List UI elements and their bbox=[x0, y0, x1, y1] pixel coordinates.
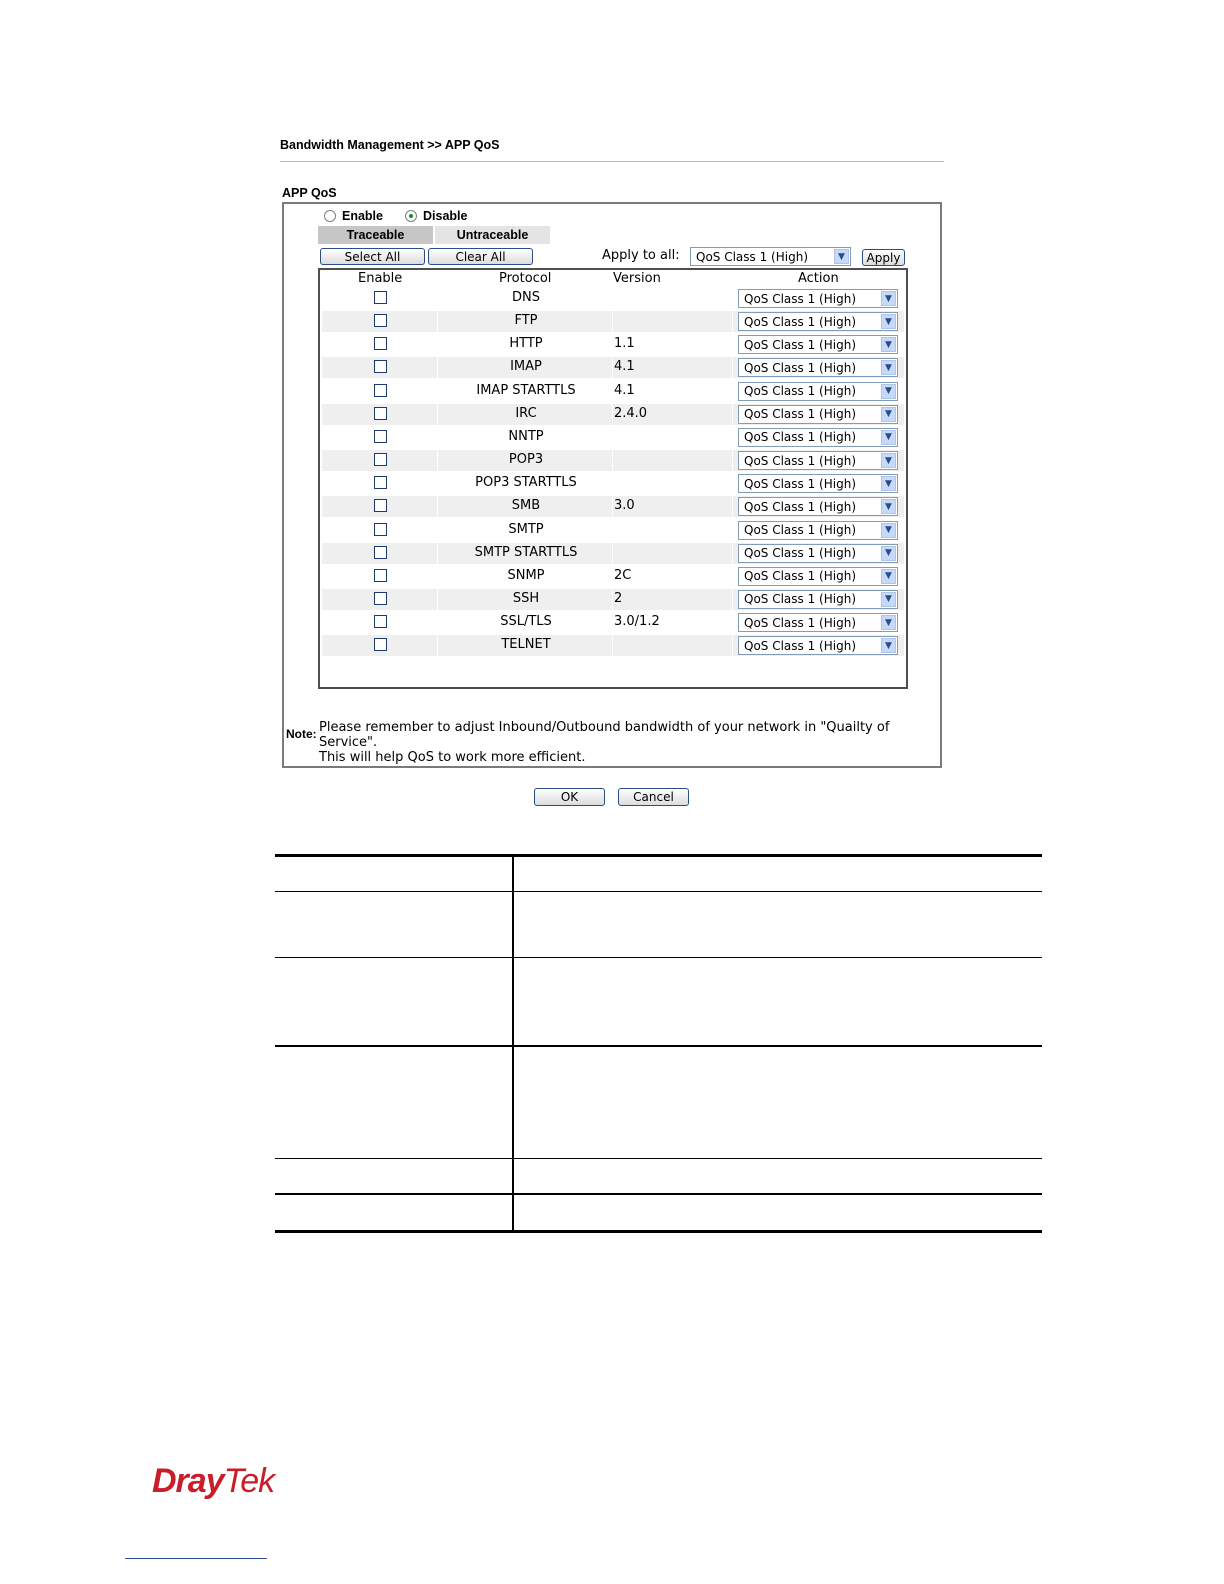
enable-radio[interactable] bbox=[324, 210, 336, 222]
row-action-select[interactable] bbox=[738, 289, 898, 308]
table-row bbox=[322, 288, 904, 309]
desc-table-column-divider bbox=[512, 856, 514, 1231]
row-action-value: QoS Class 1 (High) bbox=[744, 384, 856, 399]
row-enable-checkbox[interactable] bbox=[374, 546, 387, 559]
row-enable-checkbox[interactable] bbox=[374, 453, 387, 466]
chevron-down-icon: ▼ bbox=[881, 569, 896, 584]
row-protocol: IRC bbox=[515, 405, 537, 421]
header-enable: Enable bbox=[358, 271, 403, 286]
row-action-value: QoS Class 1 (High) bbox=[744, 314, 856, 329]
header-protocol: Protocol bbox=[499, 271, 552, 286]
row-enable-checkbox[interactable] bbox=[374, 407, 387, 420]
row-enable-checkbox[interactable] bbox=[374, 314, 387, 327]
row-enable-checkbox[interactable] bbox=[374, 615, 387, 628]
row-protocol: HTTP bbox=[509, 336, 543, 352]
apply-to-all-select[interactable] bbox=[690, 247, 851, 266]
row-protocol: SSL/TLS bbox=[500, 614, 552, 630]
row-action-value: QoS Class 1 (High) bbox=[744, 337, 856, 352]
footer-rule bbox=[125, 1558, 267, 1559]
row-action-select[interactable] bbox=[738, 335, 898, 354]
chevron-down-icon: ▼ bbox=[881, 499, 896, 514]
chevron-down-icon: ▼ bbox=[881, 523, 896, 538]
cancel-button[interactable]: Cancel bbox=[618, 788, 689, 806]
chevron-down-icon: ▼ bbox=[881, 430, 896, 445]
table-row bbox=[322, 357, 904, 378]
row-version: 3.0/1.2 bbox=[614, 614, 660, 630]
row-action-select[interactable] bbox=[738, 613, 898, 632]
row-version: 4.1 bbox=[614, 359, 635, 375]
chevron-down-icon: ▼ bbox=[881, 546, 896, 561]
table-row bbox=[322, 381, 904, 402]
desc-table-row-divider bbox=[275, 1193, 1042, 1195]
row-enable-checkbox[interactable] bbox=[374, 291, 387, 304]
row-enable-checkbox[interactable] bbox=[374, 523, 387, 536]
select-all-button[interactable]: Select All bbox=[320, 248, 425, 265]
table-row bbox=[322, 404, 904, 425]
table-row bbox=[322, 520, 904, 541]
desc-table-row-divider bbox=[275, 1045, 1042, 1047]
desc-table-row-divider bbox=[275, 891, 1042, 892]
row-action-value: QoS Class 1 (High) bbox=[744, 407, 856, 422]
row-protocol: NNTP bbox=[508, 428, 544, 444]
tab-untraceable[interactable]: Untraceable bbox=[435, 226, 550, 244]
row-enable-checkbox[interactable] bbox=[374, 499, 387, 512]
row-enable-checkbox[interactable] bbox=[374, 337, 387, 350]
apply-button[interactable]: Apply bbox=[862, 249, 905, 266]
row-version: 2 bbox=[614, 590, 623, 606]
clear-all-button[interactable]: Clear All bbox=[428, 248, 533, 265]
table-row bbox=[322, 612, 904, 633]
note-line-2: This will help QoS to work more efficient. bbox=[319, 750, 586, 765]
table-row bbox=[322, 635, 904, 656]
row-action-value: QoS Class 1 (High) bbox=[744, 360, 856, 375]
row-protocol: DNS bbox=[512, 290, 540, 305]
row-action-select[interactable] bbox=[738, 312, 898, 331]
row-enable-checkbox[interactable] bbox=[374, 430, 387, 443]
row-protocol: POP3 bbox=[508, 452, 544, 468]
row-action-select[interactable] bbox=[738, 451, 898, 470]
chevron-down-icon: ▼ bbox=[881, 314, 896, 329]
breadcrumb-divider bbox=[280, 161, 944, 162]
row-enable-checkbox[interactable] bbox=[374, 592, 387, 605]
table-row bbox=[322, 589, 904, 610]
chevron-down-icon: ▼ bbox=[881, 384, 896, 399]
ok-button[interactable]: OK bbox=[534, 788, 605, 806]
chevron-down-icon: ▼ bbox=[881, 615, 896, 630]
chevron-down-icon: ▼ bbox=[881, 453, 896, 468]
logo-part-2: Tek bbox=[223, 1462, 275, 1500]
row-action-select[interactable] bbox=[738, 382, 898, 401]
apply-to-all-label: Apply to all: bbox=[602, 248, 680, 263]
table-row bbox=[322, 334, 904, 355]
protocol-tabs bbox=[318, 226, 552, 244]
row-action-select[interactable] bbox=[738, 497, 898, 516]
row-action-value: QoS Class 1 (High) bbox=[744, 615, 856, 630]
table-row bbox=[322, 496, 904, 517]
header-action: Action bbox=[798, 271, 839, 286]
row-protocol: SMB bbox=[511, 498, 541, 514]
table-row bbox=[322, 543, 904, 564]
logo-part-1: Dray bbox=[152, 1462, 224, 1500]
row-protocol: SMTP bbox=[508, 521, 544, 537]
row-version: 4.1 bbox=[614, 382, 635, 398]
breadcrumb: Bandwidth Management >> APP QoS bbox=[280, 138, 500, 152]
section-title: APP QoS bbox=[282, 186, 337, 200]
row-action-value: QoS Class 1 (High) bbox=[744, 499, 856, 514]
row-action-select[interactable] bbox=[738, 405, 898, 424]
chevron-down-icon: ▼ bbox=[881, 638, 896, 653]
row-enable-checkbox[interactable] bbox=[374, 384, 387, 397]
row-action-value: QoS Class 1 (High) bbox=[744, 569, 856, 584]
chevron-down-icon: ▼ bbox=[881, 407, 896, 422]
chevron-down-icon: ▼ bbox=[881, 360, 896, 375]
row-protocol: SMTP STARTTLS bbox=[474, 544, 578, 560]
row-version: 2.4.0 bbox=[614, 405, 648, 421]
row-protocol: SSH bbox=[512, 590, 540, 606]
row-action-value: QoS Class 1 (High) bbox=[744, 592, 856, 607]
row-enable-checkbox[interactable] bbox=[374, 569, 387, 582]
chevron-down-icon: ▼ bbox=[881, 337, 896, 352]
table-row bbox=[322, 566, 904, 587]
row-protocol: FTP bbox=[514, 313, 538, 329]
apply-to-all-value: QoS Class 1 (High) bbox=[696, 249, 808, 264]
header-version: Version bbox=[613, 271, 661, 286]
row-version: 1.1 bbox=[614, 336, 635, 352]
row-action-value: QoS Class 1 (High) bbox=[744, 523, 856, 537]
row-protocol: IMAP STARTTLS bbox=[476, 382, 576, 398]
desc-table-row-divider bbox=[275, 1158, 1042, 1159]
row-action-value: QoS Class 1 (High) bbox=[744, 453, 856, 468]
chevron-down-icon: ▼ bbox=[881, 592, 896, 607]
row-action-value: QoS Class 1 (High) bbox=[744, 291, 856, 306]
disable-radio[interactable] bbox=[405, 210, 417, 222]
mode-radio-group bbox=[324, 209, 467, 223]
disable-radio-label: Disable bbox=[423, 209, 468, 223]
row-version: 3.0 bbox=[614, 498, 635, 514]
note-line-1: Please remember to adjust Inbound/Outbound bandwidth of your network in "Quailty of Service". bbox=[319, 720, 890, 750]
table-row bbox=[322, 427, 904, 448]
row-protocol: IMAP bbox=[510, 359, 542, 375]
row-action-select[interactable] bbox=[738, 567, 898, 586]
row-protocol: SNMP bbox=[507, 567, 545, 583]
row-action-select[interactable] bbox=[738, 521, 898, 540]
row-enable-checkbox[interactable] bbox=[374, 360, 387, 373]
note-label: Note: bbox=[286, 727, 317, 741]
row-version: 2C bbox=[614, 567, 632, 583]
table-row bbox=[322, 311, 904, 332]
row-protocol: TELNET bbox=[501, 637, 551, 653]
row-action-select[interactable] bbox=[738, 590, 898, 609]
tab-traceable[interactable]: Traceable bbox=[318, 226, 433, 244]
chevron-down-icon: ▼ bbox=[881, 476, 896, 491]
row-action-value: QoS Class 1 (High) bbox=[744, 476, 856, 491]
row-protocol: POP3 STARTTLS bbox=[475, 475, 577, 491]
row-action-value: QoS Class 1 (High) bbox=[744, 546, 856, 561]
row-action-select[interactable] bbox=[738, 544, 898, 563]
row-enable-checkbox[interactable] bbox=[374, 476, 387, 489]
row-enable-checkbox[interactable] bbox=[374, 638, 387, 651]
chevron-down-icon: ▼ bbox=[881, 291, 896, 306]
chevron-down-icon: ▼ bbox=[834, 249, 849, 264]
row-action-value: QoS Class 1 (High) bbox=[744, 430, 856, 445]
row-action-select[interactable] bbox=[738, 428, 898, 447]
table-row bbox=[322, 450, 904, 471]
desc-table-top-border bbox=[275, 854, 1042, 857]
desc-table-row-divider bbox=[275, 957, 1042, 958]
row-action-value: QoS Class 1 (High) bbox=[744, 638, 856, 653]
row-action-select[interactable] bbox=[738, 358, 898, 377]
enable-radio-label: Enable bbox=[342, 209, 383, 223]
draytek-logo bbox=[152, 1462, 274, 1501]
row-action-select[interactable] bbox=[738, 474, 898, 493]
row-action-select[interactable] bbox=[738, 636, 898, 655]
table-row bbox=[322, 473, 904, 494]
desc-table-bottom-border bbox=[275, 1230, 1042, 1233]
